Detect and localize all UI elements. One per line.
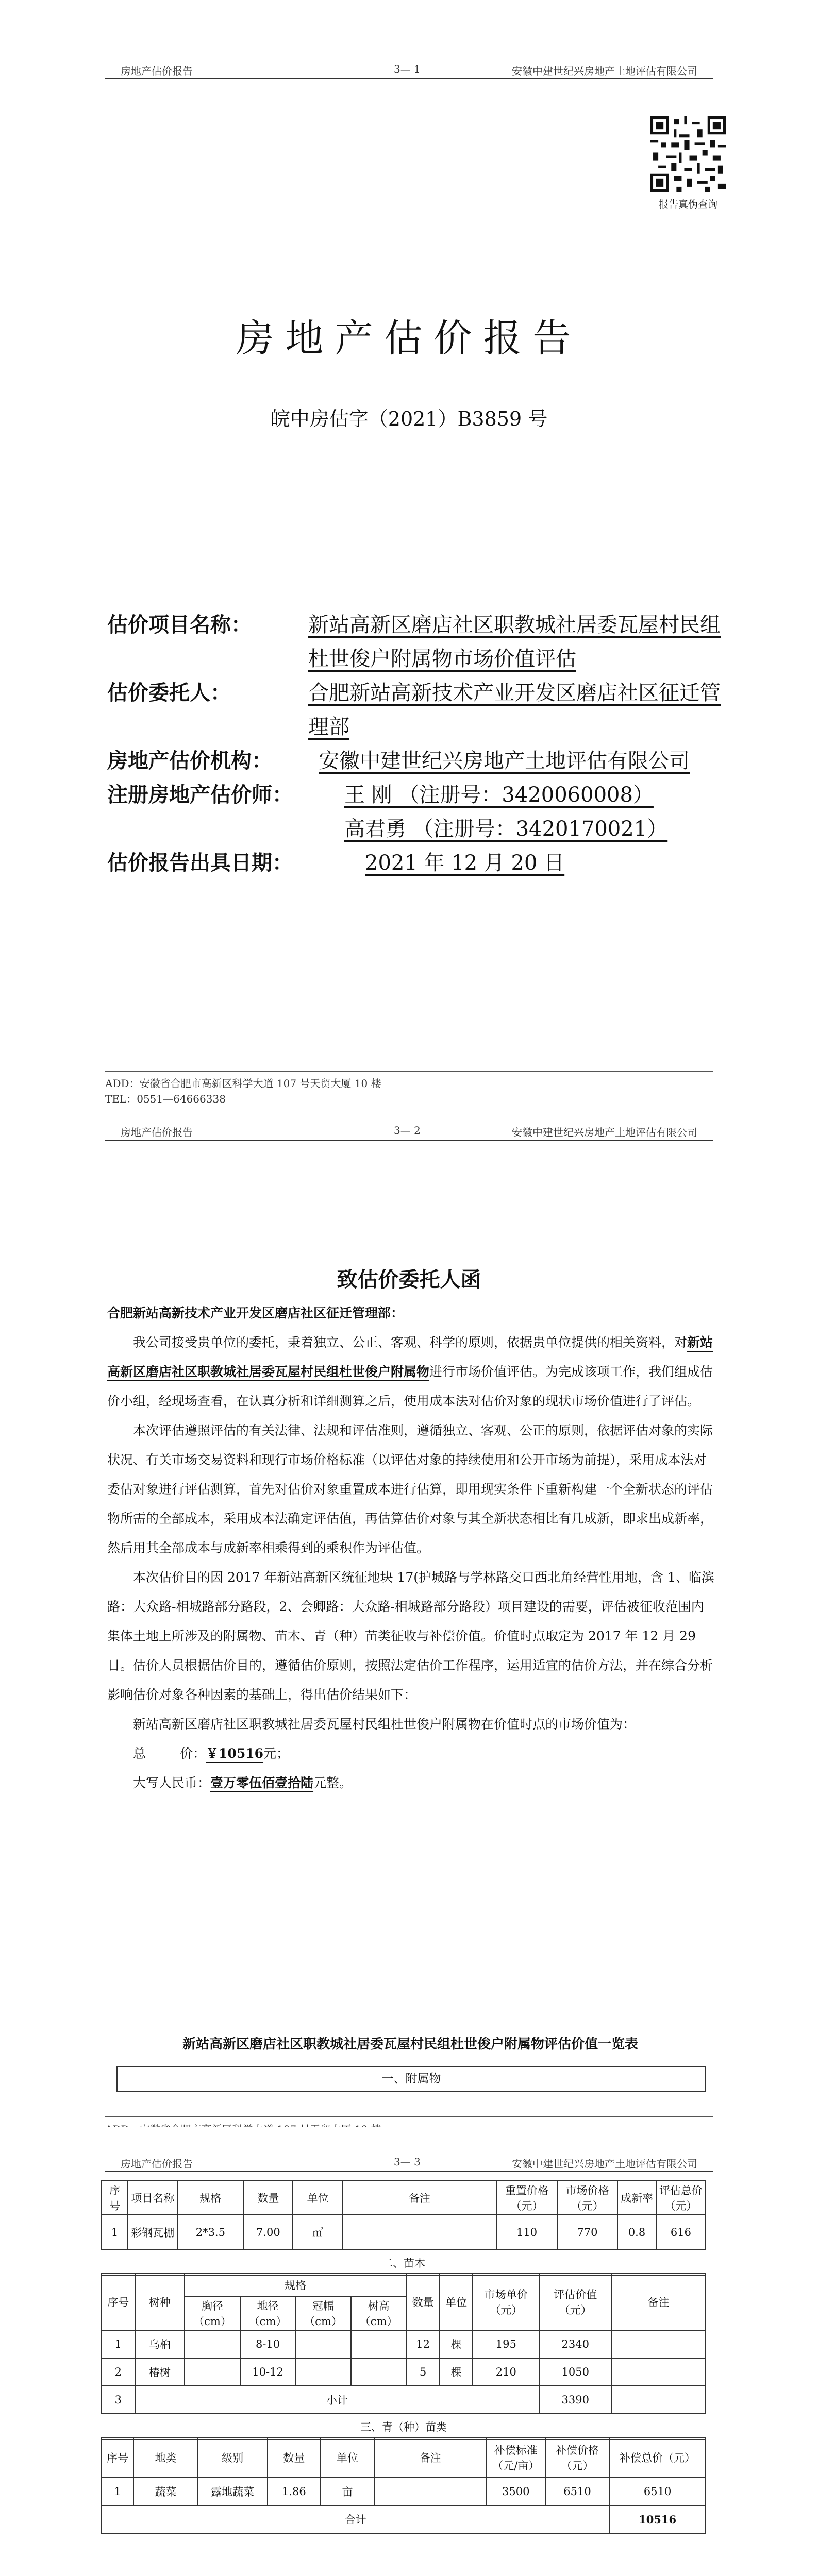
report-title: 房地产估价报告 (236, 316, 582, 361)
cell: 椿树 (135, 2358, 185, 2386)
qr-caption: 报告真伪查询 (658, 199, 717, 210)
header-page-number: 3— 2 (394, 1124, 421, 1137)
col-header: 评估价值（元） (539, 2274, 611, 2330)
cell: 棵 (440, 2358, 473, 2386)
total-value: ￥10516 (206, 1746, 264, 1761)
field-date (107, 846, 726, 880)
col-header: 备注 (611, 2274, 706, 2330)
cell: 1050 (539, 2358, 611, 2386)
cell: 1 (102, 2215, 128, 2250)
paragraph-text: 我公司接受贵单位的委托，秉着独立、公正、客观、科学的原则，依据贵单位提供的相关资料，对 (133, 1335, 688, 1350)
cell: 195 (473, 2330, 539, 2358)
field-label: 估价报告出具日期： (107, 851, 293, 875)
cell: ㎡ (293, 2215, 342, 2250)
cell: 棵 (440, 2330, 473, 2358)
cell (295, 2330, 351, 2358)
object-name: 新站高新区磨店社区职教城社居委瓦屋村民组杜世俊户附属物 (107, 1335, 713, 1379)
cell: 5 (406, 2358, 440, 2386)
field-value: 王 刚 （注册号：3420060008） (344, 783, 654, 807)
cell: 0.8 (617, 2215, 656, 2250)
fixtures-table (101, 2180, 706, 2276)
summary-table-title: 新站高新区磨店社区职教城社居委瓦屋村民组杜世俊户附属物评估价值一览表 (182, 2037, 638, 2052)
letter-paragraph-3: 本次估价目的因 2017 年新站高新区统征地块 17(护城路与学林路交口西北角经营性用地，含 1、临滨路：大众路-相城路部分路段，2、会卿路：大众路-相城路部分路段）项目建设的需要，评估被征收范围内集体土地上所涉及的附属物、苗木、青（种）苗类征收与补偿价值。价值时点取定为 2017 年 12 月 29 日。估价人员根据估价目的，遵循估价原则，按照法定估价工作程序，运用适宜的估价方法，并在综合分析影响估价对象各种因素的基础上，得出估价结果如下： (107, 1570, 714, 1702)
cell: 7.00 (243, 2215, 293, 2250)
field-label: 估价项目名称： (107, 613, 252, 637)
subtotal-label: 小计 (135, 2386, 540, 2414)
header-left: 房地产估价报告 (121, 2158, 193, 2170)
cell (185, 2358, 240, 2386)
footer-address: ADD：安徽省合肥市高新区科学大道 107 号天贸大厦 10 楼 (105, 1077, 381, 1090)
field-value: 安徽中建世纪兴房地产土地评估有限公司 (319, 749, 690, 773)
col-header: 规格 (185, 2274, 406, 2296)
crops-table (101, 2437, 706, 2534)
cell (611, 2358, 706, 2386)
table-header-row (102, 2274, 706, 2296)
table-row (102, 2358, 706, 2386)
table-row (102, 2215, 706, 2250)
field-value: 新站高新区磨店社区职教城社居委瓦屋村民组杜世俊户附属物市场价值评估 (308, 613, 721, 671)
col-header: 序号 (102, 2181, 128, 2215)
field-value: 高君勇 （注册号：3420170021） (344, 817, 668, 841)
col-header: 成新率 (617, 2181, 656, 2215)
col-header: 数量 (406, 2274, 440, 2330)
subtotal-row (102, 2386, 706, 2414)
col-header: 规格 (177, 2181, 243, 2215)
cell: 3 (102, 2386, 135, 2414)
col-header: 树种 (135, 2274, 185, 2330)
capital-unit: 元整。 (313, 1775, 353, 1790)
col-header: 胸径（cm） (185, 2296, 240, 2330)
cell: 彩钢瓦棚 (128, 2215, 177, 2250)
cell: 110 (496, 2215, 557, 2250)
grand-total-row (102, 2505, 706, 2533)
letter-title: 致估价委托人函 (337, 1267, 481, 1292)
section-crops-header: 三、青（种）苗类 (102, 2414, 706, 2439)
header-company: 安徽中建世纪兴房地产土地评估有限公司 (512, 2158, 697, 2170)
seedlings-table (101, 2273, 706, 2440)
letter-paragraph-1 (107, 1328, 715, 1416)
cell: 6510 (545, 2478, 609, 2505)
header-page-number: 3— 1 (394, 63, 421, 75)
col-header: 备注 (374, 2437, 487, 2478)
field-appraiser-2 (107, 812, 726, 846)
header-page-number: 3— 3 (394, 2156, 421, 2168)
grand-total-value: 10516 (609, 2505, 706, 2533)
cell: 1 (102, 2478, 133, 2505)
cell: 乌桕 (135, 2330, 185, 2358)
col-header: 重置价格（元） (496, 2181, 557, 2215)
cell (343, 2215, 497, 2250)
col-header: 备注 (343, 2181, 497, 2215)
col-header: 数量 (268, 2437, 321, 2478)
cell: 蔬菜 (133, 2478, 197, 2505)
cell (374, 2478, 487, 2505)
subtotal-value: 3390 (539, 2386, 611, 2414)
col-header: 补偿总价（元） (609, 2437, 706, 2478)
col-header: 地类 (133, 2437, 197, 2478)
field-appraiser (107, 778, 726, 812)
total-unit: 元； (263, 1746, 290, 1761)
col-header: 冠幅（cm） (295, 2296, 351, 2330)
col-header: 单位 (440, 2274, 473, 2330)
section-row (102, 2250, 706, 2276)
col-header: 补偿价格（元） (545, 2437, 609, 2478)
cell: 2340 (539, 2330, 611, 2358)
cell: 露地蔬菜 (198, 2478, 268, 2505)
col-header: 级别 (198, 2437, 268, 2478)
col-header: 评估总价（元） (656, 2181, 706, 2215)
field-project (107, 608, 726, 676)
cell: 2*3.5 (177, 2215, 243, 2250)
table-row (102, 2478, 706, 2505)
col-header: 市场价格（元） (557, 2181, 617, 2215)
letter-body (107, 1298, 715, 1798)
cell (351, 2358, 407, 2386)
field-label: 注册房地产估价师： (107, 783, 293, 807)
total-label: 总 (133, 1746, 146, 1761)
table-row (102, 2330, 706, 2358)
cell: 770 (557, 2215, 617, 2250)
cell: 12 (406, 2330, 440, 2358)
cell: 210 (473, 2358, 539, 2386)
capital-label: 大写人民币： (133, 1775, 211, 1790)
cell: 6510 (609, 2478, 706, 2505)
total-value-line (133, 1739, 715, 1768)
cell: 8-10 (240, 2330, 296, 2358)
grand-total-label: 合计 (102, 2505, 609, 2533)
cell: 3500 (487, 2478, 545, 2505)
col-header: 地径（cm） (240, 2296, 296, 2330)
table-header-row (102, 2437, 706, 2478)
letter-paragraph-2: 本次评估遵照评估的有关法律、法规和评估准则，遵循独立、客观、公正的原则，依据评估对象的实际状况、有关市场交易资料和现行市场价格标准（以评估对象的持续使用和公开市场为前提），采用成本法对委估对象进行评估测算，首先对估价对象重置成本进行估算，即用现实条件下重新构建一个全新状态的评估物所需的全部成本，采用成本法确定评估值，再估算估价对象与其全新状态相比有几成新，即求出成新率，然后用其全部成本与成新率相乘得到的乘积作为评估值。 (107, 1423, 713, 1555)
cell: 亩 (321, 2478, 374, 2505)
col-header: 序号 (102, 2274, 135, 2330)
cell (351, 2330, 407, 2358)
col-header: 补偿标准（元/亩） (487, 2437, 545, 2478)
col-header: 单位 (321, 2437, 374, 2478)
letter-addressee: 合肥新站高新技术产业开发区磨店社区征迁管理部： (107, 1306, 404, 1320)
capital-value: 壹万零伍佰壹拾陆 (210, 1775, 314, 1790)
letter-paragraph-4: 新站高新区磨店社区职教城社居委瓦屋村民组杜世俊户附属物在价值时点的市场价值为： (133, 1717, 636, 1732)
section-row (102, 2414, 706, 2439)
header-left: 房地产估价报告 (121, 1126, 193, 1139)
header-company: 安徽中建世纪兴房地产土地评估有限公司 (512, 1126, 697, 1139)
col-header: 市场单价（元） (473, 2274, 539, 2330)
footer-tel: TEL：0551—64666338 (105, 1093, 226, 1105)
cell (611, 2386, 706, 2414)
field-label: 估价委托人： (107, 681, 231, 705)
col-header: 项目名称 (128, 2181, 177, 2215)
page-header (105, 2154, 713, 2172)
cell (185, 2330, 240, 2358)
cover-page (0, 0, 818, 1121)
col-header: 数量 (243, 2181, 293, 2215)
cell (611, 2330, 706, 2358)
cell: 2 (102, 2358, 135, 2386)
qr-code[interactable] (650, 116, 726, 192)
table-header-row (102, 2181, 706, 2215)
header-company: 安徽中建世纪兴房地产土地评估有限公司 (512, 65, 697, 77)
page-header (105, 1122, 713, 1141)
field-value: 2021 年 12 月 20 日 (365, 851, 565, 875)
section-fixtures-header: 一、附属物 (116, 2066, 706, 2092)
field-label: 房地产估价机构： (107, 749, 272, 773)
report-number: 皖中房估字（2021）B3859 号 (270, 408, 548, 430)
cell (295, 2358, 351, 2386)
cell: 1.86 (268, 2478, 321, 2505)
col-header: 单位 (293, 2181, 342, 2215)
col-header: 序号 (102, 2437, 133, 2478)
cell: 616 (656, 2215, 706, 2250)
header-left: 房地产估价报告 (121, 65, 193, 77)
section-seedlings-header: 二、苗木 (102, 2250, 706, 2276)
field-value: 合肥新站高新技术产业开发区磨店社区征迁管理部 (308, 681, 721, 739)
page-header (105, 61, 713, 79)
page-footer (105, 1071, 713, 1107)
total-label-2: 价： (180, 1746, 206, 1761)
capital-value-line (133, 1768, 715, 1798)
cell: 10-12 (240, 2358, 296, 2386)
field-client (107, 676, 726, 744)
cell: 1 (102, 2330, 135, 2358)
field-agency (107, 744, 726, 778)
paragraph-text: 进行市场价值评估。为完成该项工作，我们组成估价小组，经现场查看，在认真分析和详细测算之后，使用成本法对估价对象的现状市场价值进行了评估。 (107, 1364, 713, 1409)
col-header: 树高（cm） (351, 2296, 407, 2330)
